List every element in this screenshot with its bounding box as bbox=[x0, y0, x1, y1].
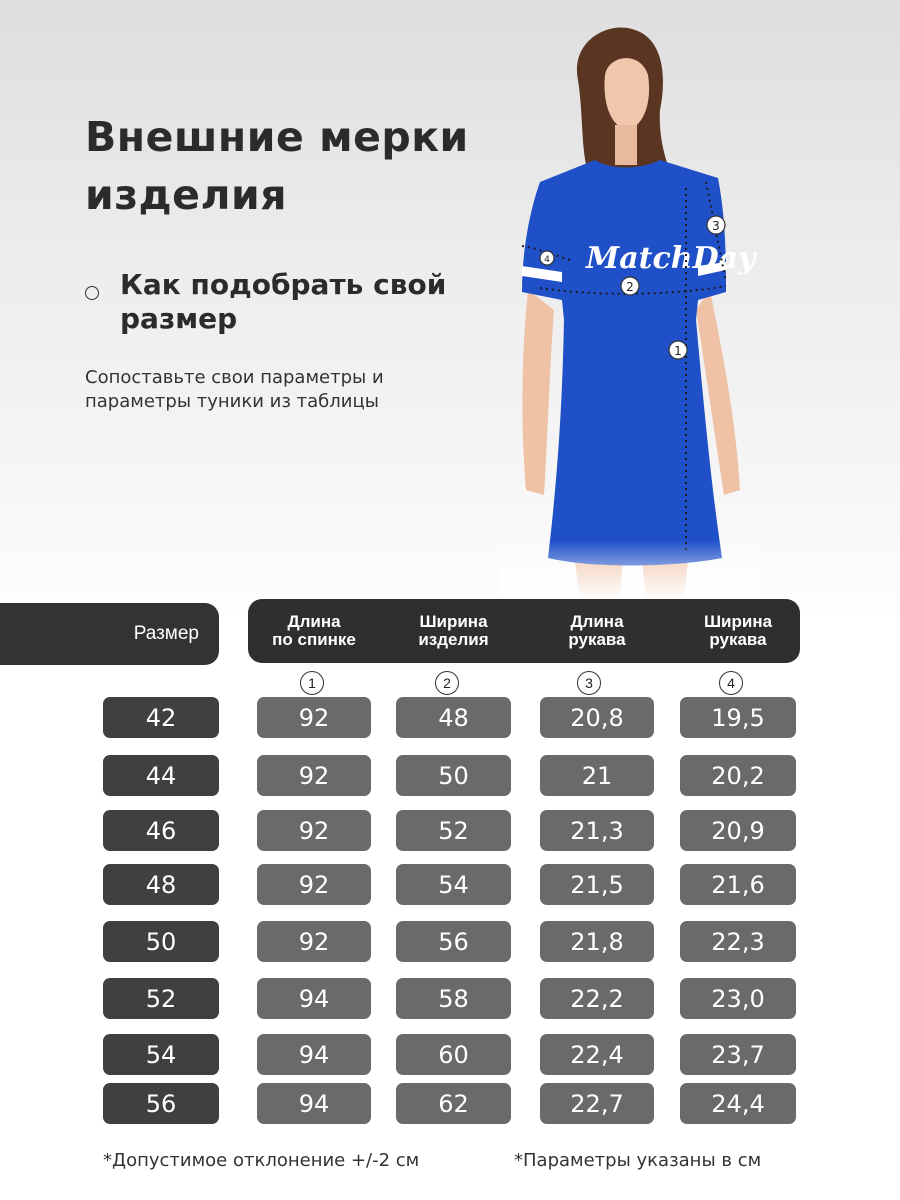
measure-mark-1 bbox=[669, 341, 687, 359]
value-cell: 23,7 bbox=[680, 1034, 796, 1075]
subtitle: Как подобрать свой размер bbox=[120, 268, 447, 335]
col-header-product-width: Ширина изделия bbox=[418, 612, 489, 649]
value-cell: 60 bbox=[396, 1034, 511, 1075]
size-header-label: Размер bbox=[133, 623, 199, 644]
value-cell: 50 bbox=[396, 755, 511, 796]
value-cell: 23,0 bbox=[680, 978, 796, 1019]
col-header-back-length: Длина по спинке bbox=[272, 612, 356, 649]
value-cell: 52 bbox=[396, 810, 511, 851]
value-cell: 94 bbox=[257, 1034, 371, 1075]
svg-text:4: 4 bbox=[544, 255, 550, 265]
size-header bbox=[0, 603, 219, 665]
value-cell: 48 bbox=[396, 697, 511, 738]
units-note: *Параметры указаны в см bbox=[514, 1150, 762, 1171]
value-cell: 56 bbox=[396, 921, 511, 962]
size-cell: 46 bbox=[103, 810, 219, 851]
value-cell: 94 bbox=[257, 1083, 371, 1124]
tunic-shape bbox=[522, 160, 726, 566]
value-cell: 92 bbox=[257, 810, 371, 851]
value-cell: 92 bbox=[257, 697, 371, 738]
value-cell: 21,5 bbox=[540, 864, 654, 905]
value-cell: 62 bbox=[396, 1083, 511, 1124]
svg-text:1: 1 bbox=[674, 344, 682, 358]
value-cell: 20,8 bbox=[540, 697, 654, 738]
value-cell: 21 bbox=[540, 755, 654, 796]
col-header-sleeve-length: Длина рукава bbox=[568, 612, 626, 649]
value-cell: 22,2 bbox=[540, 978, 654, 1019]
size-cell: 42 bbox=[103, 697, 219, 738]
size-cell: 56 bbox=[103, 1083, 219, 1124]
svg-text:3: 3 bbox=[712, 219, 720, 233]
value-cell: 22,3 bbox=[680, 921, 796, 962]
left-arm bbox=[522, 290, 554, 495]
measure-mark-2 bbox=[621, 277, 639, 295]
measure-mark-4 bbox=[540, 251, 554, 265]
value-cell: 24,4 bbox=[680, 1083, 796, 1124]
value-cell: 20,9 bbox=[680, 810, 796, 851]
size-cell: 50 bbox=[103, 921, 219, 962]
description: Сопоставьте свои параметры и параметры туники из таблицы bbox=[85, 367, 384, 412]
value-cell: 92 bbox=[257, 921, 371, 962]
value-cell: 21,8 bbox=[540, 921, 654, 962]
value-cell: 92 bbox=[257, 755, 371, 796]
page-title: Внешние мерки изделия bbox=[85, 113, 469, 219]
value-cell: 21,6 bbox=[680, 864, 796, 905]
value-cell: 22,7 bbox=[540, 1083, 654, 1124]
model-illustration bbox=[500, 20, 760, 600]
size-cell: 48 bbox=[103, 864, 219, 905]
value-cell: 22,4 bbox=[540, 1034, 654, 1075]
measure-header-bar bbox=[248, 599, 800, 663]
svg-text:2: 2 bbox=[626, 280, 634, 294]
size-cell: 54 bbox=[103, 1034, 219, 1075]
value-cell: 21,3 bbox=[540, 810, 654, 851]
bullet-circle-icon bbox=[85, 286, 99, 300]
value-cell: 20,2 bbox=[680, 755, 796, 796]
deviation-note: *Допустимое отклонение +/-2 см bbox=[103, 1150, 420, 1171]
value-cell: 58 bbox=[396, 978, 511, 1019]
size-cell: 44 bbox=[103, 755, 219, 796]
col-mark-2: 2 bbox=[435, 671, 459, 695]
value-cell: 54 bbox=[396, 864, 511, 905]
value-cell: 19,5 bbox=[680, 697, 796, 738]
col-mark-4: 4 bbox=[719, 671, 743, 695]
col-header-sleeve-width: Ширина рукава bbox=[703, 612, 773, 649]
measure-mark-3 bbox=[707, 216, 725, 234]
value-cell: 94 bbox=[257, 978, 371, 1019]
col-mark-3: 3 bbox=[577, 671, 601, 695]
col-mark-1: 1 bbox=[300, 671, 324, 695]
value-cell: 92 bbox=[257, 864, 371, 905]
tunic-logo-text: MatchDay bbox=[586, 241, 756, 276]
size-cell: 52 bbox=[103, 978, 219, 1019]
